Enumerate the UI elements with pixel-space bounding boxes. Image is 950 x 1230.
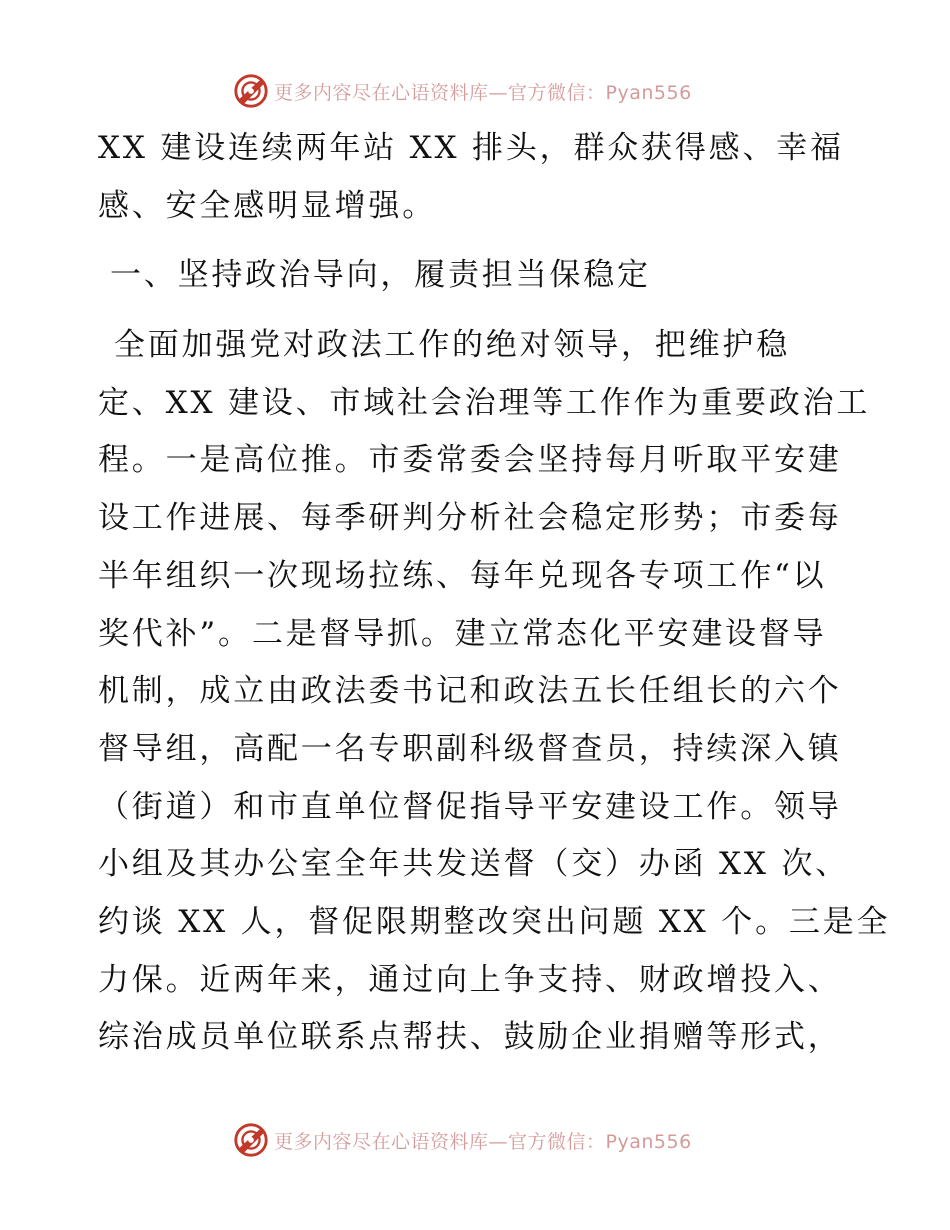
brand-logo-icon — [232, 1121, 270, 1159]
body-line: 程。一是高位推。市委常委会坚持每月听取平安建 — [98, 442, 842, 479]
document-body — [98, 120, 891, 1067]
body-line: 督导组，高配一名专职副科级督查员，持续深入镇 — [98, 730, 842, 767]
watermark-text: 更多内容尽在心语资料库—官方微信：Pyan556 — [274, 81, 692, 104]
body-line: 机制，成立由政法委书记和政法五长任组长的六个 — [98, 673, 842, 710]
body-line: 全面加强党对政法工作的绝对领导，把维护稳 — [114, 327, 790, 364]
body-line: 奖代补”。二是督导抓。建立常态化平安建设督导 — [98, 615, 827, 652]
body-line: XX 建设连续两年站 XX 排头，群众获得感、幸福 — [98, 130, 844, 166]
body-line: 定、XX 建设、市域社会治理等工作作为重要政治工 — [98, 384, 871, 421]
body-line: 设工作进展、每季研判分析社会稳定形势；市委每 — [98, 500, 842, 537]
watermark-header — [232, 71, 692, 111]
body-line: 约谈 XX 人，督促限期整改突出问题 XX 个。三是全 — [98, 903, 891, 940]
body-line: 力保。近两年来，通过向上争支持、财政增投入、 — [98, 961, 842, 998]
watermark-footer — [232, 1120, 692, 1160]
body-line: 小组及其办公室全年共发送督（交）办函 XX 次、 — [98, 846, 850, 883]
body-line: 感、安全感明显增强。 — [98, 187, 436, 224]
brand-logo-icon — [232, 72, 270, 110]
body-line: 半年组织一次现场拉练、每年兑现各专项工作“以 — [98, 557, 827, 594]
watermark-text: 更多内容尽在心语资料库—官方微信：Pyan556 — [274, 1130, 692, 1153]
body-line: （街道）和市直单位督促指导平安建设工作。领导 — [98, 788, 842, 825]
section-heading: 一、坚持政治导向，履责担当保稳定 — [110, 257, 651, 294]
body-line: 综治成员单位联系点帮扶、鼓励企业捐赠等形式， — [98, 1019, 842, 1056]
